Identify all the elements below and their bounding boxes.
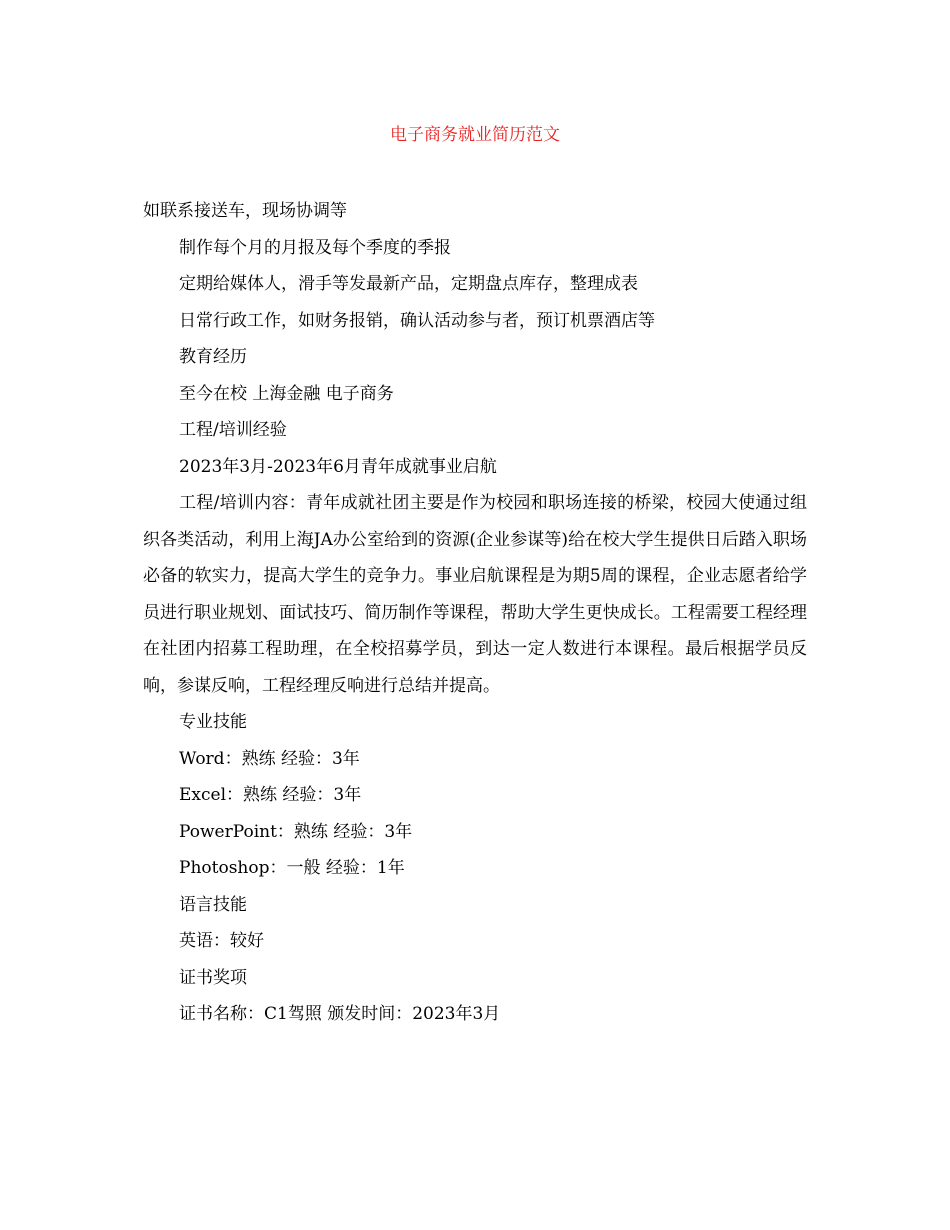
document-title: 电子商务就业简历范文 — [390, 125, 560, 145]
language-heading: 语言技能 — [179, 894, 247, 915]
project-period: 2023年3月-2023年6月青年成就事业启航 — [179, 456, 497, 477]
project-description: 工程/培训内容：青年成就社团主要是作为校园和职场连接的桥梁，校园大使通过组织各类活动，利用上海JA办公室给到的资源(企业参谋等)给在校大学生提供日后踏入职场必备的软实力，提高大学生的竞争力。事业启航课程是为期5周的课程，企业志愿者给学员进行职业规划、面试技巧、简历制作等课程，帮助大学生更快成长。工程需要工程经理在社团内招募工程助理，在全校招募学员，到达一定人数进行本课程。最后根据学员反响，参谋反响，工程经理反响进行总结并提高。 — [143, 493, 807, 696]
language-entry: 英语：较好 — [179, 931, 264, 951]
certificate-entry: 证书名称：C1驾照 颁发时间：2023年3月 — [179, 1004, 501, 1024]
duty-line-1: 如联系接送车，现场协调等 — [143, 201, 347, 221]
skill-photoshop: Photoshop：一般 经验：1年 — [179, 858, 405, 878]
project-heading: 工程/培训经验 — [179, 420, 287, 440]
document-body — [143, 193, 807, 1033]
education-heading: 教育经历 — [179, 347, 247, 367]
certificate-heading: 证书奖项 — [179, 967, 247, 988]
education-entry: 至今在校 上海金融 电子商务 — [179, 383, 394, 404]
skills-heading: 专业技能 — [179, 712, 247, 732]
skill-word: Word：熟练 经验：3年 — [179, 748, 360, 769]
skill-powerpoint: PowerPoint：熟练 经验：3年 — [179, 821, 413, 842]
duty-line-2: 制作每个月的月报及每个季度的季报 — [179, 237, 451, 258]
duty-line-3: 定期给媒体人，滑手等发最新产品，定期盘点库存，整理成表 — [179, 274, 638, 294]
skill-excel: Excel：熟练 经验：3年 — [179, 785, 362, 805]
duty-line-4: 日常行政工作，如财务报销，确认活动参与者，预订机票酒店等 — [179, 310, 655, 331]
